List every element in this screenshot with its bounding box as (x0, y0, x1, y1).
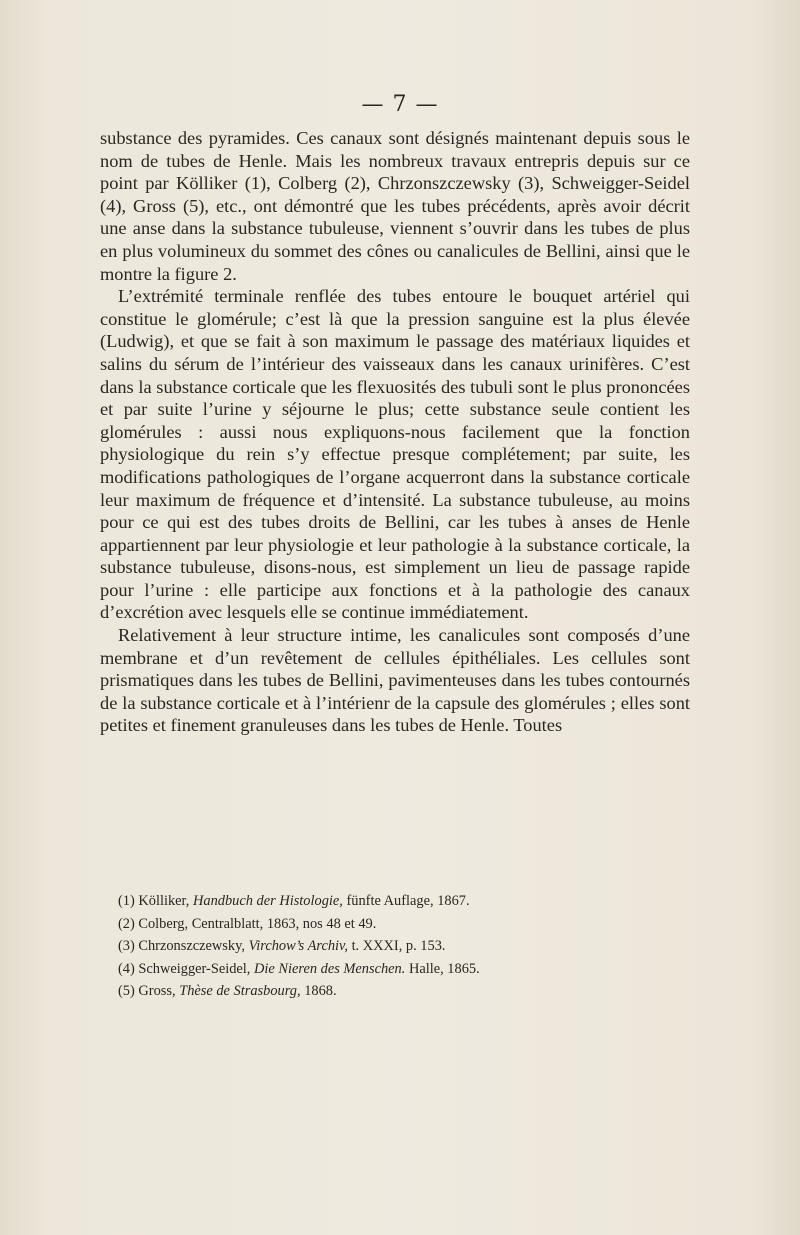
footnote-details: t. XXXI, p. 153. (351, 938, 446, 954)
footnote-number: (1) (118, 893, 135, 909)
paragraph-3: Relativement à leur structure intime, les canalicules sont composés d’une membrane et d’un revêtement de cellules épithéliales. Les cellules sont prismatiques dans les tubes de Bellini, pavimenteuses dans les tubes contournés de la substance corticale et à l’intérienr de la capsule des glomérules ; elles sont petites et finement granuleuses dans les tubes de Henle. Toutes (100, 625, 690, 736)
footnote-3 (118, 935, 698, 958)
footnote-author: Colberg, Centralblatt, 1863, nos 48 et 49. (138, 915, 377, 932)
footnote-4 (118, 958, 698, 981)
footnote-1 (118, 890, 698, 913)
footnote-title: Die Nieren des Menschen. (254, 960, 406, 977)
footnote-details: fünfte Auflage, 1867. (346, 893, 470, 909)
footnote-number: (5) (118, 983, 135, 999)
footnote-title: Virchow’s Archiv, (248, 938, 348, 954)
footnote-number: (3) (118, 938, 135, 954)
footnote-author: Kölliker, (138, 893, 190, 909)
page-number: — 7 — (361, 92, 439, 117)
footnote-number: (2) (118, 915, 135, 932)
footnote-2 (118, 913, 698, 936)
footnote-author: Chrzonszczewsky, (138, 938, 245, 954)
paragraph-1: substance des pyramides. Ces canaux sont désignés maintenant depuis sous le nom de tubes de Henle. Mais les nombreux travaux entrepris depuis sur ce point par Kölliker (1), Colberg (2), Chrzonszczewsky (3), Schweigger-Seidel (4), Gross (5), etc., ont démontré que les tubes précédents, après avoir décrit une anse dans la substance tubuleuse, viennent s’ouvrir dans les tubes de plus en plus volumineux du sommet des cônes ou canalicules de Bellini, ainsi que le montre la figure 2. (100, 128, 690, 284)
footnote-author: Gross, (138, 983, 176, 999)
footnote-author: Schweigger-Seidel, (138, 960, 251, 977)
footnote-details: Halle, 1865. (408, 960, 480, 977)
footnote-number: (4) (118, 960, 135, 977)
footnote-details: 1868. (304, 983, 337, 999)
main-text (100, 127, 690, 737)
footnotes (118, 890, 698, 1003)
footnote-5 (118, 980, 698, 1003)
footnote-title: Handbuch der Histologie, (192, 893, 343, 909)
paragraph-2: L’extrémité terminale renflée des tubes entoure le bouquet artériel qui constitue le glomérule; c’est là que la pression sanguine est la plus élevée (Ludwig), et que se fait à son maximum le passage des matériaux liquides et salins du sérum de l’intérieur des vaisseaux dans les canaux urinifères. C’est dans la substance corticale que les flexuosités des tubuli sont le plus prononcées et par suite l’urine y séjourne le plus; cette substance seule contient les glomérules : aussi nous expliquons-nous facilement que la fonction physiologique du rein s’y effectue presque complétement; par suite, les modifications pathologiques de l’organe acquerront dans la substance corticale leur maximum de fréquence et d’intensité. La substance tubuleuse, au moins pour ce qui est des tubes droits de Bellini, car les tubes à anses de Henle appartiennent par leur physiologie et leur pathologie à la substance corticale, la substance tubuleuse, disons-nous, est simplement un lieu de passage rapide pour l’urine : elle participe aux fonctions et à la pathologie des canaux d’excrétion avec lesquels elle se continue immédiatement. (100, 286, 690, 623)
footnote-title: Thèse de Strasbourg, (179, 983, 301, 999)
